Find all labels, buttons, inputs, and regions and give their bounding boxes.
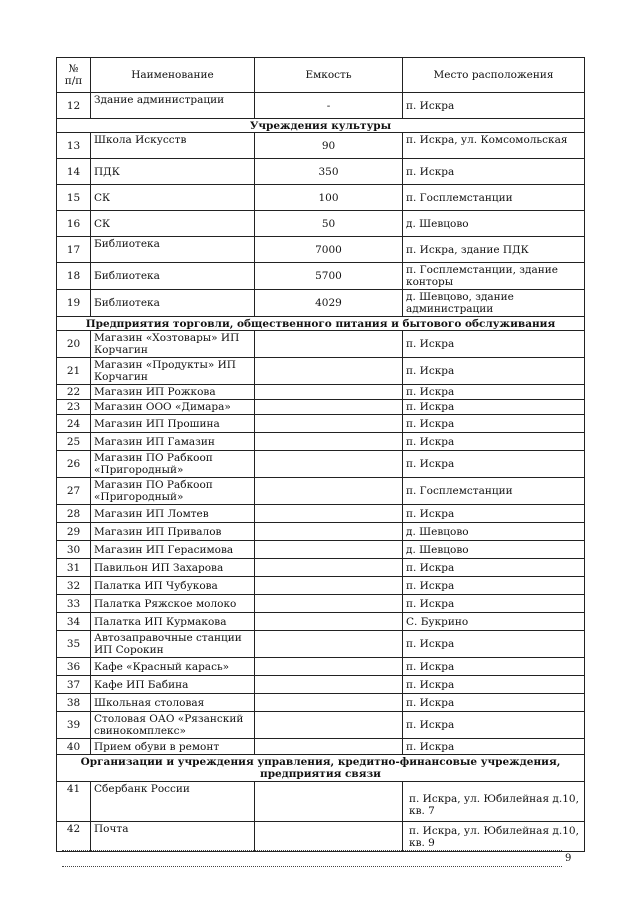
- row-location: п. Искра: [403, 694, 585, 712]
- row-name: Школьная столовая: [91, 694, 255, 712]
- row-num: 37: [57, 676, 91, 694]
- row-capacity: [255, 613, 403, 631]
- row-name: Кафе «Красный карась»: [91, 658, 255, 676]
- row-name: Библиотека: [91, 237, 255, 263]
- table-row: [57, 451, 585, 478]
- row-location: п. Искра: [403, 712, 585, 739]
- row-num: 13: [57, 133, 91, 159]
- row-name: Библиотека: [91, 263, 255, 290]
- row-num: 14: [57, 159, 91, 185]
- row-name: Магазин ИП Привалов: [91, 523, 255, 541]
- row-num: 27: [57, 478, 91, 505]
- table-row: [57, 385, 585, 400]
- row-location: п. Искра: [403, 577, 585, 595]
- row-num: 25: [57, 433, 91, 451]
- section-title: Учреждения культуры: [57, 119, 585, 133]
- row-num: 28: [57, 505, 91, 523]
- table-row: [57, 739, 585, 755]
- row-name: Павильон ИП Захарова: [91, 559, 255, 577]
- row-location: п. Госплемстанции: [403, 185, 585, 211]
- row-capacity: [255, 658, 403, 676]
- table-row: [57, 433, 585, 451]
- row-name: Магазин ИП Ломтев: [91, 505, 255, 523]
- row-capacity: [255, 433, 403, 451]
- row-location: п. Искра: [403, 93, 585, 119]
- row-num: 22: [57, 385, 91, 400]
- row-num: 17: [57, 237, 91, 263]
- table-row: [57, 185, 585, 211]
- row-capacity: [255, 822, 403, 852]
- row-name: Палатка ИП Курмакова: [91, 613, 255, 631]
- row-name: Магазин ИП Гамазин: [91, 433, 255, 451]
- row-name: Школа Искусств: [91, 133, 255, 159]
- row-capacity: [255, 559, 403, 577]
- table-row: [57, 523, 585, 541]
- table-row: [57, 658, 585, 676]
- row-num: 33: [57, 595, 91, 613]
- row-num: 15: [57, 185, 91, 211]
- row-location: С. Букрино: [403, 613, 585, 631]
- row-name: СК: [91, 185, 255, 211]
- table-row: [57, 400, 585, 415]
- table-row: [57, 541, 585, 559]
- row-capacity: 50: [255, 211, 403, 237]
- row-capacity: 350: [255, 159, 403, 185]
- row-name: Магазин ПО Рабкооп «Пригородный»: [91, 451, 255, 478]
- row-capacity: [255, 478, 403, 505]
- row-location: п. Искра, ул. Комсомольская: [403, 133, 585, 159]
- row-num: 40: [57, 739, 91, 755]
- row-name: СК: [91, 211, 255, 237]
- row-capacity: [255, 631, 403, 658]
- row-capacity: 5700: [255, 263, 403, 290]
- table-row: [57, 694, 585, 712]
- row-capacity: [255, 415, 403, 433]
- row-capacity: [255, 676, 403, 694]
- row-location: п. Искра: [403, 658, 585, 676]
- row-name: Магазин ПО Рабкооп «Пригородный»: [91, 478, 255, 505]
- row-name: Здание администрации: [91, 93, 255, 119]
- row-num: 26: [57, 451, 91, 478]
- row-location: п. Искра: [403, 331, 585, 358]
- row-capacity: [255, 541, 403, 559]
- row-num: 42: [57, 822, 91, 852]
- row-capacity: [255, 358, 403, 385]
- row-location: п. Искра: [403, 676, 585, 694]
- row-capacity: 90: [255, 133, 403, 159]
- row-num: 23: [57, 400, 91, 415]
- row-location: п. Искра, здание ПДК: [403, 237, 585, 263]
- table-row: [57, 290, 585, 317]
- row-name: Палатка ИП Чубукова: [91, 577, 255, 595]
- table-row: [57, 595, 585, 613]
- row-capacity: 4029: [255, 290, 403, 317]
- row-capacity: 100: [255, 185, 403, 211]
- row-num: 35: [57, 631, 91, 658]
- row-capacity: [255, 505, 403, 523]
- table-row: [57, 331, 585, 358]
- row-name: Магазин ООО «Димара»: [91, 400, 255, 415]
- row-name: Сбербанк России: [91, 782, 255, 822]
- row-name: Палатка Ряжское молоко: [91, 595, 255, 613]
- row-location: п. Искра, ул. Юбилейная д.10, кв. 7: [403, 782, 585, 822]
- table-row: [57, 263, 585, 290]
- row-name: Прием обуви в ремонт: [91, 739, 255, 755]
- row-location: п. Искра: [403, 595, 585, 613]
- header-capacity: Емкость: [255, 58, 403, 93]
- section-header-culture: [57, 119, 585, 133]
- section-header-admin: [57, 755, 585, 782]
- row-num: 12: [57, 93, 91, 119]
- row-name: Магазин «Продукты» ИП Корчагин: [91, 358, 255, 385]
- row-num: 31: [57, 559, 91, 577]
- row-num: 29: [57, 523, 91, 541]
- table-row: [57, 159, 585, 185]
- row-num: 19: [57, 290, 91, 317]
- table-header-row: [57, 58, 585, 93]
- row-location: п. Искра: [403, 385, 585, 400]
- row-num: 36: [57, 658, 91, 676]
- row-name: Библиотека: [91, 290, 255, 317]
- facilities-table: [56, 57, 585, 852]
- row-num: 21: [57, 358, 91, 385]
- table-row: [57, 577, 585, 595]
- table-row: [57, 631, 585, 658]
- header-num: № п/п: [57, 58, 91, 93]
- row-capacity: -: [255, 93, 403, 119]
- table-row: [57, 712, 585, 739]
- table-row: [57, 676, 585, 694]
- row-capacity: [255, 782, 403, 822]
- row-name: Столовая ОАО «Рязанский свинокомплекс»: [91, 712, 255, 739]
- table-row: [57, 822, 585, 852]
- row-location: д. Шевцово: [403, 523, 585, 541]
- row-location: п. Искра: [403, 739, 585, 755]
- row-location: п. Искра: [403, 559, 585, 577]
- row-capacity: [255, 712, 403, 739]
- row-capacity: [255, 523, 403, 541]
- page-number: 9: [565, 853, 572, 864]
- row-capacity: [255, 694, 403, 712]
- row-location: п. Искра: [403, 631, 585, 658]
- row-num: 34: [57, 613, 91, 631]
- row-name: Магазин «Хозтовары» ИП Корчагин: [91, 331, 255, 358]
- row-num: 30: [57, 541, 91, 559]
- row-capacity: [255, 400, 403, 415]
- table-row: [57, 133, 585, 159]
- row-location: п. Госплемстанции, здание конторы: [403, 263, 585, 290]
- row-name: Почта: [91, 822, 255, 852]
- row-location: д. Шевцово: [403, 211, 585, 237]
- row-num: 38: [57, 694, 91, 712]
- row-capacity: [255, 385, 403, 400]
- header-location: Место расположения: [403, 58, 585, 93]
- section-title: Предприятия торговли, общественного питания и бытового обслуживания: [57, 317, 585, 331]
- row-location: п. Искра, ул. Юбилейная д.10, кв. 9: [403, 822, 585, 852]
- table-row: [57, 237, 585, 263]
- row-capacity: [255, 331, 403, 358]
- table-row: [57, 211, 585, 237]
- row-capacity: [255, 595, 403, 613]
- section-header-trade: [57, 317, 585, 331]
- row-capacity: [255, 451, 403, 478]
- row-location: п. Искра: [403, 451, 585, 478]
- row-name: Автозаправочные станции ИП Сорокин: [91, 631, 255, 658]
- row-num: 16: [57, 211, 91, 237]
- table-row: [57, 782, 585, 822]
- row-location: п. Искра: [403, 358, 585, 385]
- table-row: [57, 613, 585, 631]
- row-capacity: 7000: [255, 237, 403, 263]
- row-location: п. Искра: [403, 433, 585, 451]
- table-row: [57, 505, 585, 523]
- row-num: 39: [57, 712, 91, 739]
- row-name: Магазин ИП Рожкова: [91, 385, 255, 400]
- table-row: [57, 478, 585, 505]
- row-name: Кафе ИП Бабина: [91, 676, 255, 694]
- footer-divider: [62, 866, 562, 867]
- row-num: 41: [57, 782, 91, 822]
- footer-divider: [62, 850, 562, 851]
- table-row: [57, 415, 585, 433]
- row-num: 20: [57, 331, 91, 358]
- row-num: 32: [57, 577, 91, 595]
- table-row: [57, 358, 585, 385]
- section-title: Организации и учреждения управления, кредитно-финансовые учреждения, предприятия связи: [57, 755, 585, 782]
- row-location: п. Искра: [403, 159, 585, 185]
- header-name: Наименование: [91, 58, 255, 93]
- row-num: 18: [57, 263, 91, 290]
- row-location: д. Шевцово, здание администрации: [403, 290, 585, 317]
- row-location: п. Госплемстанции: [403, 478, 585, 505]
- table-row: [57, 559, 585, 577]
- row-capacity: [255, 739, 403, 755]
- row-capacity: [255, 577, 403, 595]
- row-location: п. Искра: [403, 415, 585, 433]
- table-row: [57, 93, 585, 119]
- row-name: ПДК: [91, 159, 255, 185]
- row-location: п. Искра: [403, 400, 585, 415]
- row-num: 24: [57, 415, 91, 433]
- row-location: п. Искра: [403, 505, 585, 523]
- row-name: Магазин ИП Прошина: [91, 415, 255, 433]
- row-location: д. Шевцово: [403, 541, 585, 559]
- row-name: Магазин ИП Герасимова: [91, 541, 255, 559]
